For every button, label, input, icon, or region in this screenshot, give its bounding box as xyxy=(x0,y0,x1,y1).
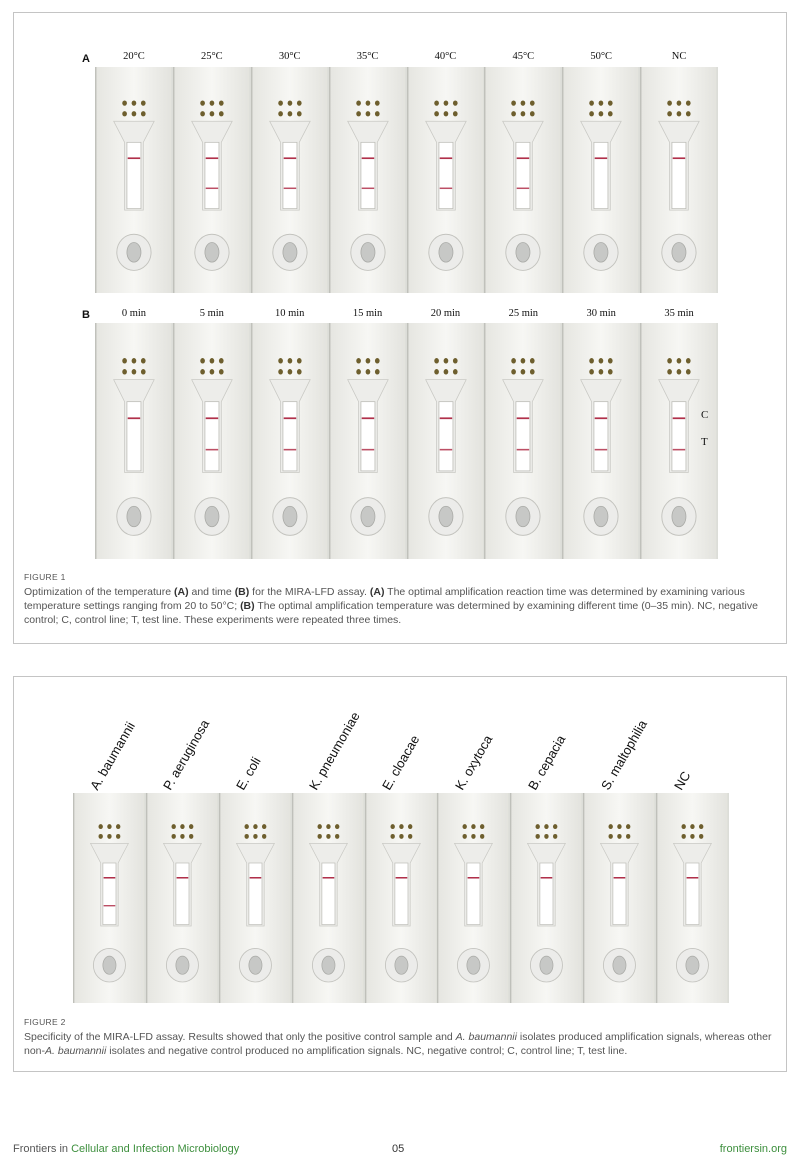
panel-a-letter: A xyxy=(82,53,90,65)
page-number: 05 xyxy=(392,1143,405,1155)
panel-a-column-label: 25°C xyxy=(200,51,223,62)
panel-a-column-label: 30°C xyxy=(278,51,301,62)
panel-b-strip xyxy=(251,323,329,559)
species-label: S. maltophilia xyxy=(597,717,650,793)
panel-a-strip xyxy=(251,67,329,293)
panel-a-column-label: 20°C xyxy=(123,51,145,62)
panel-b-column-label: 15 min xyxy=(352,308,383,319)
site-link[interactable]: frontiersin.org xyxy=(719,1143,787,1155)
journal-name-link[interactable]: Cellular and Infection Microbiology xyxy=(71,1143,240,1155)
panel-a-strip xyxy=(562,67,640,293)
figure-2-strip xyxy=(656,793,729,1003)
panel-b-strip xyxy=(562,323,640,559)
figure-2 xyxy=(13,676,787,1072)
panel-a-strip xyxy=(173,67,251,293)
panel-b-column-label: 20 min xyxy=(430,308,461,319)
panel-b-strip xyxy=(329,323,407,559)
panel-b-strip xyxy=(484,323,562,559)
control-line-label: C xyxy=(701,409,709,421)
figure-2-caption: Specificity of the MIRA-LFD assay. Results showed that only the positive control sample and A. baumannii isolates produced amplification signals, whereas other non-A. baumannii isolates and negative control produced no amplification signals. NC, negative control; C, control line; T, test line. xyxy=(24,1031,772,1057)
figure-2-strip xyxy=(510,793,583,1003)
figure-2-strip xyxy=(365,793,438,1003)
species-label: NC xyxy=(670,768,693,793)
panel-a-column-label: 35°C xyxy=(356,51,379,62)
panel-a-strip xyxy=(640,67,718,293)
species-label: K. pneumoniae xyxy=(306,709,363,793)
panel-b-column-label: 30 min xyxy=(586,308,616,319)
panel-a-strip xyxy=(329,67,407,293)
species-label: E. coli xyxy=(233,754,264,793)
figure-1 xyxy=(13,12,787,644)
figure-2-strip xyxy=(292,793,365,1003)
panel-b-column-label: 0 min xyxy=(121,308,147,319)
test-line-label: T xyxy=(701,436,708,448)
panel-a-column-label: 40°C xyxy=(434,51,457,62)
figure-2-strip xyxy=(146,793,219,1003)
figure-2-title: FIGURE 2 xyxy=(24,1017,66,1027)
figure-2-strip xyxy=(73,793,146,1003)
panel-a-strip xyxy=(407,67,485,293)
figure-2-photo xyxy=(73,793,729,1003)
panel-a-column-label: 45°C xyxy=(512,51,535,62)
panel-b-column-label: 25 min xyxy=(508,308,539,319)
species-label: P. aeruginosa xyxy=(160,716,213,793)
panel-b-strip xyxy=(173,323,251,559)
panel-a-column-label: 50°C xyxy=(590,51,613,62)
panel-b-column-label: 10 min xyxy=(274,308,305,319)
panel-a-photo xyxy=(95,67,718,293)
panel-a-column-label: NC xyxy=(671,51,687,62)
figure-2-strip xyxy=(219,793,292,1003)
panel-b-strip xyxy=(407,323,485,559)
figure-1-caption: Optimization of the temperature (A) and time (B) for the MIRA-LFD assay. (A) The optimal amplification reaction time was determined by examining various temperature settings ranging from 20 to 50°C; (B) The optimal amplification temperature was determined by examining different time (0–35 min). NC, negative control; C, control line; T, test line. These experiments were repeated three times. xyxy=(24,586,758,626)
species-label: K. oxytoca xyxy=(451,732,496,793)
species-label: B. cepacia xyxy=(524,732,569,793)
species-label: A. baumannii xyxy=(87,719,139,793)
figure-1-title: FIGURE 1 xyxy=(24,572,66,582)
panel-a-strip xyxy=(484,67,562,293)
panel-b-column-label: 35 min xyxy=(664,308,694,319)
panel-b-column-label: 5 min xyxy=(199,308,224,319)
panel-a-strip xyxy=(95,67,173,293)
figure-2-strip xyxy=(437,793,510,1003)
panel-b-letter: B xyxy=(82,309,90,321)
species-label: E. cloacae xyxy=(379,732,423,793)
panel-b-strip xyxy=(95,323,173,559)
footer-journal: Frontiers in Cellular and Infection Microbiology xyxy=(13,1143,240,1155)
panel-b-photo xyxy=(95,323,718,559)
figure-2-strip xyxy=(583,793,656,1003)
